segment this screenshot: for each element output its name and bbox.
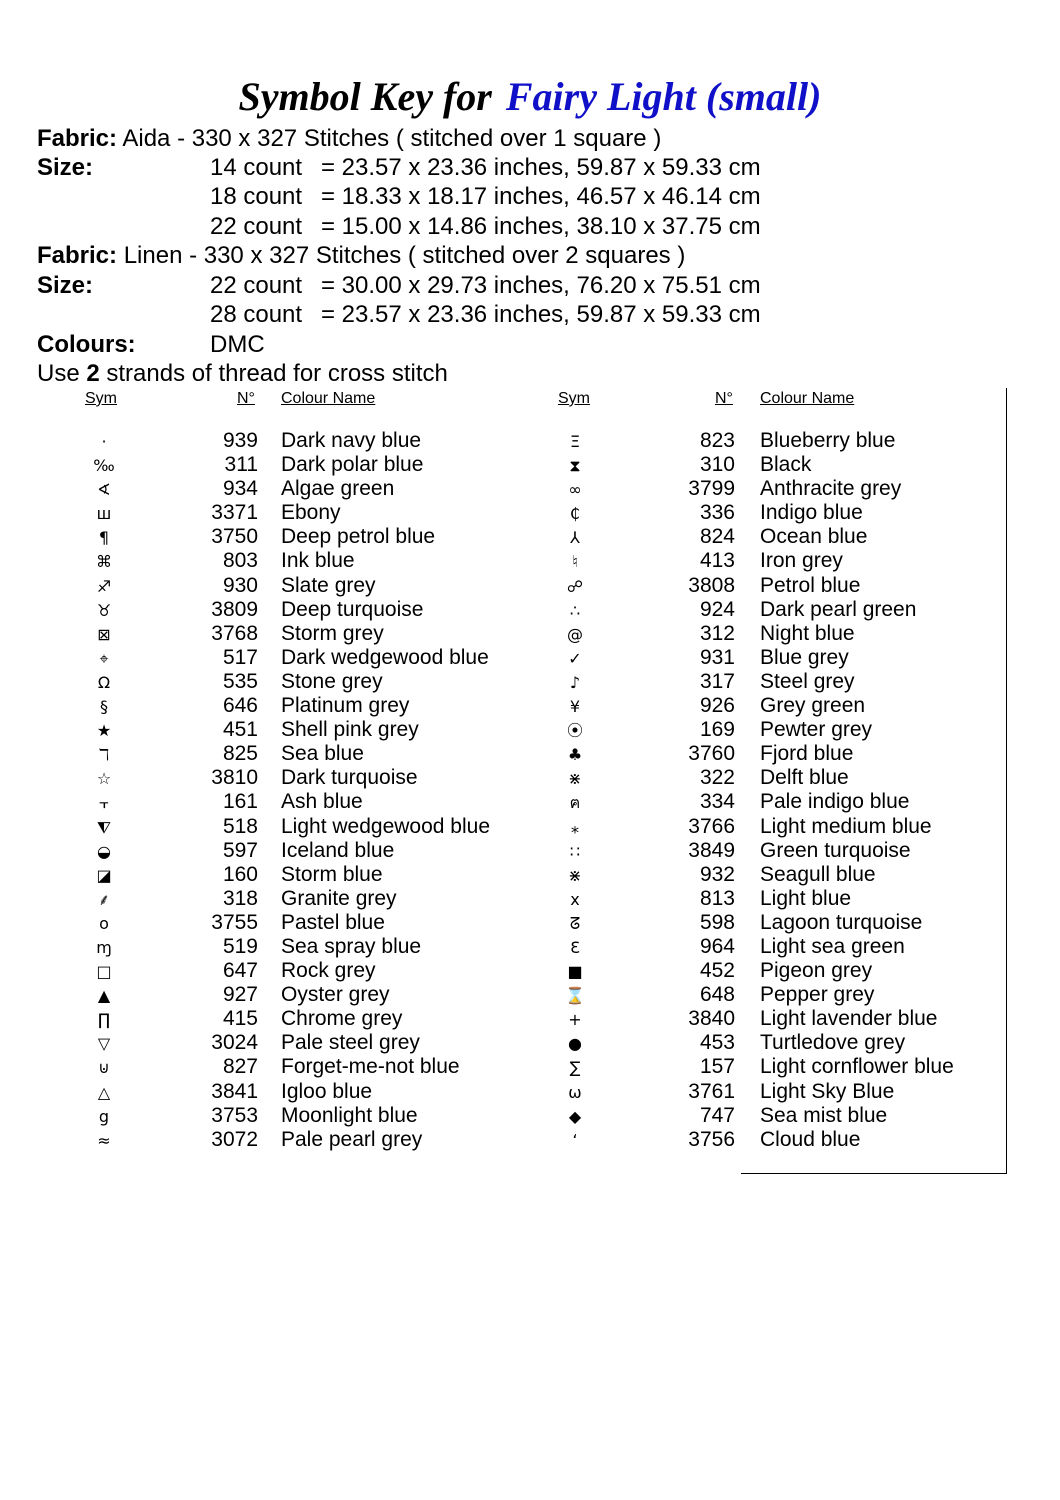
colour-row	[0, 959, 520, 983]
dmc-number: 3766	[688, 814, 735, 838]
aida-fabric-text: Aida - 330 x 327 Stitches ( stitched over 1 square )	[122, 125, 662, 152]
dmc-number: 169	[699, 718, 735, 742]
dmc-number: 597	[222, 838, 258, 862]
dmc-number: 322	[699, 766, 735, 790]
dmc-number: 823	[699, 429, 735, 452]
stitch-symbol: □	[96, 962, 112, 982]
colour-row	[0, 1080, 520, 1104]
colour-name: Shell pink grey	[281, 718, 419, 742]
dmc-number: 334	[699, 790, 735, 814]
colour-name: Light sea green	[760, 934, 905, 958]
stitch-symbol: ♮	[572, 552, 578, 572]
stitch-symbol: ●	[568, 1034, 582, 1054]
stitch-symbol: ⧨	[96, 817, 112, 837]
stitch-symbol: ·	[101, 432, 107, 451]
colour-name: Steel grey	[760, 669, 855, 693]
dmc-number: 336	[699, 501, 735, 525]
dmc-number: 3810	[211, 766, 258, 790]
dmc-number: 3371	[211, 501, 258, 525]
colour-row	[520, 718, 1000, 742]
dmc-number: 824	[699, 525, 735, 549]
colour-name: Cloud blue	[760, 1127, 861, 1151]
colour-name: Dark turquoise	[281, 766, 418, 790]
colour-row	[520, 694, 1000, 718]
aida-fabric-line	[37, 124, 661, 154]
size-count: 14 count	[210, 154, 303, 181]
colour-name: Chrome grey	[281, 1007, 403, 1031]
dmc-number: 317	[699, 669, 735, 693]
dmc-number: 598	[699, 910, 735, 934]
header-sym-right: Sym	[558, 390, 590, 407]
colour-row	[520, 1080, 1000, 1104]
dmc-number: 747	[699, 1103, 735, 1127]
colour-row	[520, 1104, 1000, 1128]
dmc-number: 3840	[688, 1007, 735, 1031]
stitch-symbol: g	[98, 1106, 110, 1126]
colour-row	[520, 525, 1000, 549]
dmc-number: 3750	[211, 525, 258, 549]
size-dimensions: = 23.57 x 23.36 inches, 59.87 x 59.33 cm	[321, 301, 761, 328]
colour-name: Indigo blue	[760, 501, 863, 525]
fabric-label: Fabric:	[37, 125, 118, 152]
stitch-symbol: ▽	[97, 1034, 111, 1054]
dmc-number: 3841	[211, 1079, 258, 1103]
stitch-symbol: ‰	[93, 456, 115, 476]
dmc-number: 3024	[211, 1031, 258, 1055]
colour-name: Seagull blue	[760, 862, 876, 886]
dmc-number: 160	[222, 862, 258, 886]
stitch-symbol: @	[567, 624, 583, 644]
colour-row	[0, 911, 520, 935]
colour-name: Ink blue	[281, 549, 355, 573]
stitch-symbol: ☆	[96, 769, 112, 789]
stitch-symbol: x	[570, 889, 580, 909]
stitch-symbol: ∑	[569, 1058, 581, 1078]
stitch-symbol: ∞	[568, 480, 582, 500]
dmc-number: 647	[222, 959, 258, 983]
colour-name: Delft blue	[760, 766, 849, 790]
colour-name: Light lavender blue	[760, 1007, 938, 1031]
dmc-number: 825	[222, 742, 258, 766]
colour-row	[520, 598, 1000, 622]
strands-count: 2	[86, 360, 100, 387]
colour-name: Night blue	[760, 621, 855, 645]
header-name-right: Colour Name	[760, 390, 855, 407]
dmc-number: 927	[222, 983, 258, 1007]
stitch-symbol: ⁎	[571, 817, 579, 837]
colour-name: Dark pearl green	[760, 597, 917, 621]
colour-name: Oyster grey	[281, 983, 390, 1007]
colour-name: Sea blue	[281, 742, 364, 766]
stitch-symbol: ω	[568, 1082, 582, 1102]
fabric-label: Fabric:	[37, 242, 118, 269]
dmc-number: 157	[699, 1055, 735, 1079]
strands-text-after: strands of thread for cross stitch	[99, 360, 448, 387]
frame-bottom-border	[741, 1173, 1007, 1174]
colour-name: Blue grey	[760, 645, 849, 669]
dmc-number: 930	[222, 573, 258, 597]
stitch-symbol: Ɛ	[570, 937, 580, 957]
stitch-symbol: ◪	[96, 865, 112, 885]
dmc-number: 452	[699, 959, 735, 983]
stitch-symbol: ₵	[569, 504, 581, 524]
colour-name: Ebony	[281, 501, 341, 525]
colour-name: Petrol blue	[760, 573, 861, 597]
colour-name: Dark polar blue	[281, 453, 424, 477]
colour-name: Platinum grey	[281, 694, 410, 718]
stitch-symbol: ɱ	[96, 937, 112, 957]
size-dimensions: = 15.00 x 14.86 inches, 38.10 x 37.75 cm	[321, 213, 761, 240]
colour-name: Storm blue	[281, 862, 383, 886]
colour-row	[0, 525, 520, 549]
stitch-symbol: ∴	[569, 600, 581, 620]
stitch-symbol: ★	[96, 721, 112, 741]
stitch-symbol: ♐	[96, 576, 112, 596]
stitch-symbol: ▲	[97, 986, 111, 1006]
colour-name: Dark wedgewood blue	[281, 645, 489, 669]
header-sym-left: Sym	[85, 390, 117, 407]
colour-name: Pewter grey	[760, 718, 873, 742]
colour-name: Light Sky Blue	[760, 1079, 895, 1103]
stitch-symbol: Ω	[97, 672, 111, 692]
colour-name: Forget-me-not blue	[281, 1055, 460, 1079]
colour-name: Algae green	[281, 477, 395, 501]
dmc-number: 413	[699, 549, 735, 573]
dmc-number: 3849	[688, 838, 735, 862]
colour-row	[520, 453, 1000, 477]
dmc-number: 518	[222, 814, 258, 838]
aida-size-row-1	[37, 153, 797, 183]
dmc-number: 931	[699, 645, 735, 669]
colour-row	[0, 670, 520, 694]
stitch-symbol: △	[97, 1082, 111, 1102]
dmc-number: 519	[222, 934, 258, 958]
frame-right-border	[1006, 388, 1007, 1174]
stitch-symbol: ⧗	[569, 456, 581, 476]
size-dimensions: = 23.57 x 23.36 inches, 59.87 x 59.33 cm	[321, 154, 761, 181]
size-count: 28 count	[210, 301, 303, 328]
dmc-number: 3072	[211, 1127, 258, 1151]
stitch-symbol: ⋇	[568, 865, 582, 885]
dmc-number: 3755	[211, 910, 258, 934]
dmc-number: 310	[699, 453, 735, 477]
colour-name: Moonlight blue	[281, 1103, 418, 1127]
colour-row	[520, 1007, 1000, 1031]
colour-row	[0, 935, 520, 959]
colour-name: Pigeon grey	[760, 959, 873, 983]
dmc-number: 648	[699, 983, 735, 1007]
colour-row	[0, 1104, 520, 1128]
stitch-symbol: o	[99, 913, 109, 933]
dmc-number: 318	[222, 886, 258, 910]
dmc-number: 3799	[688, 477, 735, 501]
linen-size-row-1	[37, 271, 797, 301]
colours-line	[37, 330, 337, 360]
stitch-symbol: ⊠	[97, 624, 111, 644]
colours-label: Colours:	[37, 331, 136, 358]
stitch-symbol: ♪	[569, 672, 581, 692]
colour-row	[520, 1055, 1000, 1079]
dmc-number: 3756	[688, 1127, 735, 1151]
colour-name: Light medium blue	[760, 814, 932, 838]
colour-name: Iron grey	[760, 549, 843, 573]
colour-row	[0, 718, 520, 742]
colour-row	[520, 477, 1000, 501]
colour-name: Storm grey	[281, 621, 384, 645]
size-count: 22 count	[210, 272, 303, 299]
colour-name: Light blue	[760, 886, 852, 910]
stitch-symbol: ℸ	[98, 745, 110, 765]
colour-row	[520, 1031, 1000, 1055]
size-label: Size:	[37, 154, 94, 181]
colour-row	[520, 790, 1000, 814]
colour-row	[520, 935, 1000, 959]
colour-row	[520, 742, 1000, 766]
stitch-symbol: ¶	[98, 528, 110, 548]
dmc-number: 939	[222, 429, 258, 452]
stitch-symbol: ⋇	[568, 769, 582, 789]
size-dimensions: = 30.00 x 29.73 inches, 76.20 x 75.51 cm	[321, 272, 761, 299]
colour-row	[520, 646, 1000, 670]
stitch-symbol: +	[568, 1010, 582, 1030]
colour-name: Grey green	[760, 694, 866, 718]
stitch-symbol: ∷	[569, 841, 581, 861]
colour-row	[0, 790, 520, 814]
stitch-symbol: ¥	[569, 697, 581, 717]
size-label: Size:	[37, 272, 94, 299]
colour-row	[0, 887, 520, 911]
dmc-number: 924	[699, 597, 735, 621]
colour-row	[520, 501, 1000, 525]
dmc-number: 3809	[211, 597, 258, 621]
colour-name: Sea mist blue	[760, 1103, 888, 1127]
stitch-symbol: ◆	[568, 1106, 582, 1126]
dmc-number: 932	[699, 862, 735, 886]
stitch-symbol: ⌘	[96, 552, 112, 572]
dmc-number: 803	[222, 549, 258, 573]
colour-row	[0, 1128, 520, 1152]
dmc-number: 311	[224, 453, 258, 477]
colour-row	[520, 574, 1000, 598]
colour-row	[520, 887, 1000, 911]
colour-row	[520, 766, 1000, 790]
dmc-number: 926	[699, 694, 735, 718]
colour-row	[0, 646, 520, 670]
stitch-symbol: ⊍	[98, 1058, 110, 1078]
dmc-number: 827	[222, 1055, 258, 1079]
colour-name: Light cornflower blue	[760, 1055, 954, 1079]
dmc-number: 312	[699, 621, 735, 645]
colour-row	[0, 1055, 520, 1079]
header-name-left: Colour Name	[281, 390, 376, 407]
colour-row	[0, 1031, 520, 1055]
colour-name: Black	[760, 453, 812, 477]
stitch-symbol: ☍	[566, 576, 584, 596]
colour-row	[0, 766, 520, 790]
colour-row	[0, 1007, 520, 1031]
linen-fabric-line	[37, 241, 685, 271]
colour-row	[0, 453, 520, 477]
dmc-number: 535	[222, 669, 258, 693]
dmc-number: 161	[222, 790, 258, 814]
colour-row	[520, 670, 1000, 694]
stitch-symbol: ∢	[97, 480, 111, 500]
size-count: 22 count	[210, 213, 303, 240]
dmc-number: 3753	[211, 1103, 258, 1127]
stitch-symbol: ◒	[97, 841, 111, 861]
colours-brand: DMC	[210, 331, 265, 358]
dmc-number: 451	[222, 718, 258, 742]
colour-row	[0, 983, 520, 1007]
colour-row	[520, 911, 1000, 935]
colour-row	[520, 1128, 1000, 1152]
colour-row	[0, 574, 520, 598]
colour-row	[0, 815, 520, 839]
colour-name: Lagoon turquoise	[760, 910, 923, 934]
stitch-symbol: ⦿	[566, 721, 583, 741]
colour-name: Anthracite grey	[760, 477, 902, 501]
stitch-symbol: Ξ	[569, 432, 581, 451]
linen-fabric-text: Linen - 330 x 327 Stitches ( stitched over 2 squares )	[123, 242, 686, 269]
stitch-symbol: ⌛	[565, 986, 585, 1006]
stitch-symbol: ш	[96, 504, 112, 524]
colour-name: Turtledove grey	[760, 1031, 906, 1055]
strands-instruction	[37, 359, 448, 389]
strands-text-before: Use	[37, 360, 87, 387]
dmc-number: 646	[222, 694, 258, 718]
colour-name: Sea spray blue	[281, 934, 422, 958]
page-title	[0, 72, 1060, 122]
stitch-symbol: ♉	[96, 600, 112, 620]
dmc-number: 3768	[211, 621, 258, 645]
colour-name: Granite grey	[281, 886, 397, 910]
right-colour-list	[520, 429, 1000, 1152]
stitch-symbol: ∏	[97, 1010, 111, 1030]
dmc-number: 3808	[688, 573, 735, 597]
colour-name: Pale indigo blue	[760, 790, 910, 814]
stitch-symbol: ♣	[567, 745, 583, 765]
colour-name: Deep petrol blue	[281, 525, 436, 549]
header-num-right: N°	[715, 390, 733, 407]
colour-row	[520, 429, 1000, 453]
dmc-number: 453	[699, 1031, 735, 1055]
colour-row	[0, 694, 520, 718]
colour-row	[0, 598, 520, 622]
colour-row	[0, 742, 520, 766]
dmc-number: 517	[222, 645, 258, 669]
colour-name: Ocean blue	[760, 525, 868, 549]
stitch-symbol: ⅄	[570, 528, 580, 548]
colour-row	[0, 839, 520, 863]
colour-name: Pale steel grey	[281, 1031, 420, 1055]
size-count: 18 count	[210, 183, 303, 210]
colour-name: Deep turquoise	[281, 597, 424, 621]
colour-name: Slate grey	[281, 573, 376, 597]
stitch-symbol: ⌖	[99, 648, 109, 668]
colour-name: Igloo blue	[281, 1079, 373, 1103]
dmc-number: 964	[699, 934, 735, 958]
colour-row	[520, 815, 1000, 839]
stitch-symbol: ≈	[97, 1130, 111, 1150]
dmc-number: 813	[699, 886, 735, 910]
left-colour-list	[0, 429, 520, 1152]
size-dimensions: = 18.33 x 18.17 inches, 46.57 x 46.14 cm	[321, 183, 761, 210]
pattern-name: Fairy Light (small)	[505, 74, 822, 119]
colour-name: Green turquoise	[760, 838, 911, 862]
colour-name: Dark navy blue	[281, 429, 422, 452]
colour-name: Ash blue	[281, 790, 363, 814]
stitch-symbol: ■	[567, 962, 583, 982]
dmc-number: 415	[222, 1007, 258, 1031]
colour-row	[0, 429, 520, 453]
colour-name: Fjord blue	[760, 742, 854, 766]
stitch-symbol: ʻ	[572, 1130, 578, 1150]
stitch-symbol: ⫟	[99, 793, 109, 813]
stitch-symbol: ฅ	[569, 793, 581, 813]
dmc-number: 3760	[688, 742, 735, 766]
colour-row	[0, 622, 520, 646]
colour-name: Stone grey	[281, 669, 383, 693]
colour-row	[520, 959, 1000, 983]
stitch-symbol: §	[100, 697, 108, 717]
colour-row	[520, 983, 1000, 1007]
dmc-number: 934	[222, 477, 258, 501]
colour-name: Iceland blue	[281, 838, 395, 862]
colour-row	[520, 839, 1000, 863]
header-num-left: N°	[237, 390, 255, 407]
colour-row	[0, 549, 520, 573]
stitch-symbol: ⸙	[97, 889, 110, 909]
colour-row	[520, 622, 1000, 646]
colour-row	[0, 501, 520, 525]
colour-name: Pepper grey	[760, 983, 875, 1007]
colour-name: Rock grey	[281, 959, 376, 983]
colour-name: Light wedgewood blue	[281, 814, 490, 838]
stitch-symbol: ✓	[568, 648, 582, 668]
colour-name: Pale pearl grey	[281, 1127, 423, 1151]
dmc-number: 3761	[688, 1079, 735, 1103]
colour-name: Blueberry blue	[760, 429, 896, 452]
title-prefix: Symbol Key for	[238, 74, 492, 119]
colour-row	[520, 863, 1000, 887]
colour-name: Pastel blue	[281, 910, 385, 934]
colour-row	[520, 549, 1000, 573]
colour-row	[0, 863, 520, 887]
colour-row	[0, 477, 520, 501]
stitch-symbol: ᘔ	[569, 913, 581, 933]
